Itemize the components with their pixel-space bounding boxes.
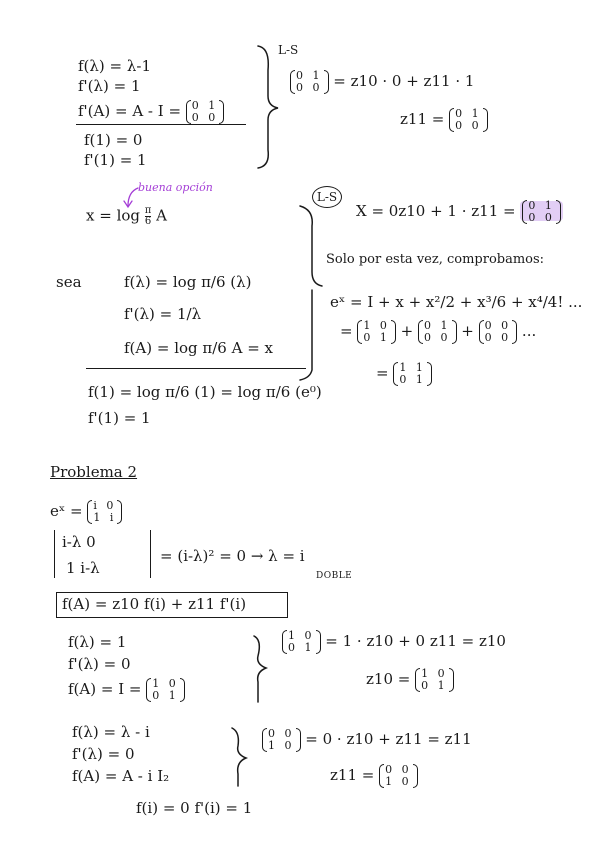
boxed-formula: f(A) = z10 f(i) + z11 f'(i)	[62, 595, 247, 613]
final-conditions: f(i) = 0 f'(i) = 1	[136, 799, 253, 817]
x-log-argument: A	[156, 206, 167, 225]
matrix-row: 0 1	[455, 107, 482, 120]
characteristic-equation: = (i-λ)² = 0 → λ = i	[160, 547, 305, 565]
matrix-row: 0 0	[296, 81, 323, 94]
right-brace	[258, 46, 278, 168]
matrix-row: 1 1	[399, 361, 426, 374]
result-prefix: =	[376, 364, 389, 382]
condition-log1: f(1) = log π/6 (1) = log π/6 (e⁰)	[88, 383, 322, 401]
b1-f-prime: f'(λ) = 0	[68, 655, 131, 673]
ex-prefix: eˣ =	[50, 502, 83, 520]
matrix-row: 1 0	[268, 739, 295, 752]
matrix-row: 0 0	[484, 331, 512, 344]
matrix-row: 0 0	[385, 763, 412, 776]
sea-f-a: f(A) = log π/6 A = x	[124, 339, 274, 357]
matrix-row: 1 0	[421, 667, 448, 680]
matrix-row: 1 0	[152, 677, 179, 690]
ellipsis: ...	[521, 322, 537, 340]
right-brace	[232, 728, 246, 786]
matrix-row: i 0	[93, 499, 117, 512]
b1-f-lambda: f(λ) = 1	[68, 633, 127, 651]
sea-f-prime: f'(λ) = 1/λ	[124, 305, 202, 323]
b2-f-prime: f'(λ) = 0	[72, 745, 135, 763]
right-bracket	[300, 290, 312, 380]
r1-equation-text: = 1 · z10 + 0 z11 = z10	[325, 632, 506, 650]
fraction-numerator: π	[144, 205, 152, 216]
matrix-row: 0 1	[363, 331, 390, 344]
right-brace	[254, 636, 266, 702]
det-row-1: i-λ 0	[62, 533, 96, 551]
ls-label: L-S	[278, 43, 299, 57]
ls-equation-text: = z10 · 0 + z11 · 1	[333, 72, 475, 90]
matrix-row: 0 0	[528, 211, 555, 224]
matrix-row: 0 0	[191, 111, 219, 124]
matrix-row: 0 0	[484, 319, 512, 332]
x-combination-text: X = 0z10 + 1 · z11 =	[356, 202, 516, 220]
check-statement: Solo por esta vez, comprobamos:	[326, 252, 545, 267]
plus-sign: +	[400, 322, 414, 340]
condition-fprime1-log: f'(1) = 1	[88, 409, 151, 427]
matrix-row: 0 1	[528, 199, 555, 212]
plus-sign: +	[461, 322, 474, 340]
matrix-row: 1 i	[93, 511, 117, 524]
matrix-row: 0 1	[296, 69, 323, 82]
matrix-row: 1 0	[288, 629, 315, 642]
purple-arrow	[128, 188, 138, 206]
exp-series: eˣ = I + x + x²/2 + x³/6 + x⁴/4! ...	[330, 293, 583, 311]
z11-label: z11 =	[400, 110, 445, 128]
condition-fprime1: f'(1) = 1	[84, 151, 147, 169]
matrix-row: 0 1	[152, 689, 179, 702]
matrix-row: 1 0	[363, 319, 390, 332]
f-prime-line: f'(λ) = 1	[78, 77, 141, 95]
sum-prefix: =	[340, 322, 353, 340]
matrix-row: 1 0	[385, 775, 412, 788]
r2-equation-text: = 0 · z10 + z11 = z11	[305, 730, 472, 748]
b2-f-lambda: f(λ) = λ - i	[72, 723, 150, 741]
matrix-row: 0 1	[399, 373, 426, 386]
z11-final-label: z11 =	[330, 766, 375, 784]
matrix-row: 0 1	[424, 319, 451, 332]
x-log-text: x = log	[86, 206, 140, 225]
det-row-2: 1 i-λ	[66, 559, 100, 577]
b1-f-a-text: f(A) = I =	[68, 680, 142, 698]
sea-word: sea	[56, 273, 82, 291]
problem-title: Problema 2	[50, 463, 138, 481]
matrix-row: 0 0	[424, 331, 451, 344]
z10-label: z10 =	[366, 670, 411, 688]
matrix-row: 0 1	[191, 99, 219, 112]
buena-opcion-note: buena opción	[138, 181, 213, 194]
matrix-row: 0 0	[268, 727, 295, 740]
f-lambda-line: f(λ) = λ-1	[78, 57, 151, 75]
doble-label: DOBLE	[316, 571, 353, 581]
f-a-text: f'(A) = A - I =	[78, 102, 182, 120]
condition-f1: f(1) = 0	[84, 131, 143, 149]
matrix-row: 0 1	[421, 679, 448, 692]
fraction-denominator: 6	[144, 216, 152, 227]
ls-circle-label: L-S	[312, 186, 342, 208]
right-brace	[300, 206, 322, 286]
b2-f-a: f(A) = A - i I₂	[72, 767, 170, 785]
matrix-row: 0 0	[455, 119, 482, 132]
matrix-row: 0 1	[288, 641, 315, 654]
sea-f-lambda: f(λ) = log π/6 (λ)	[124, 273, 252, 291]
